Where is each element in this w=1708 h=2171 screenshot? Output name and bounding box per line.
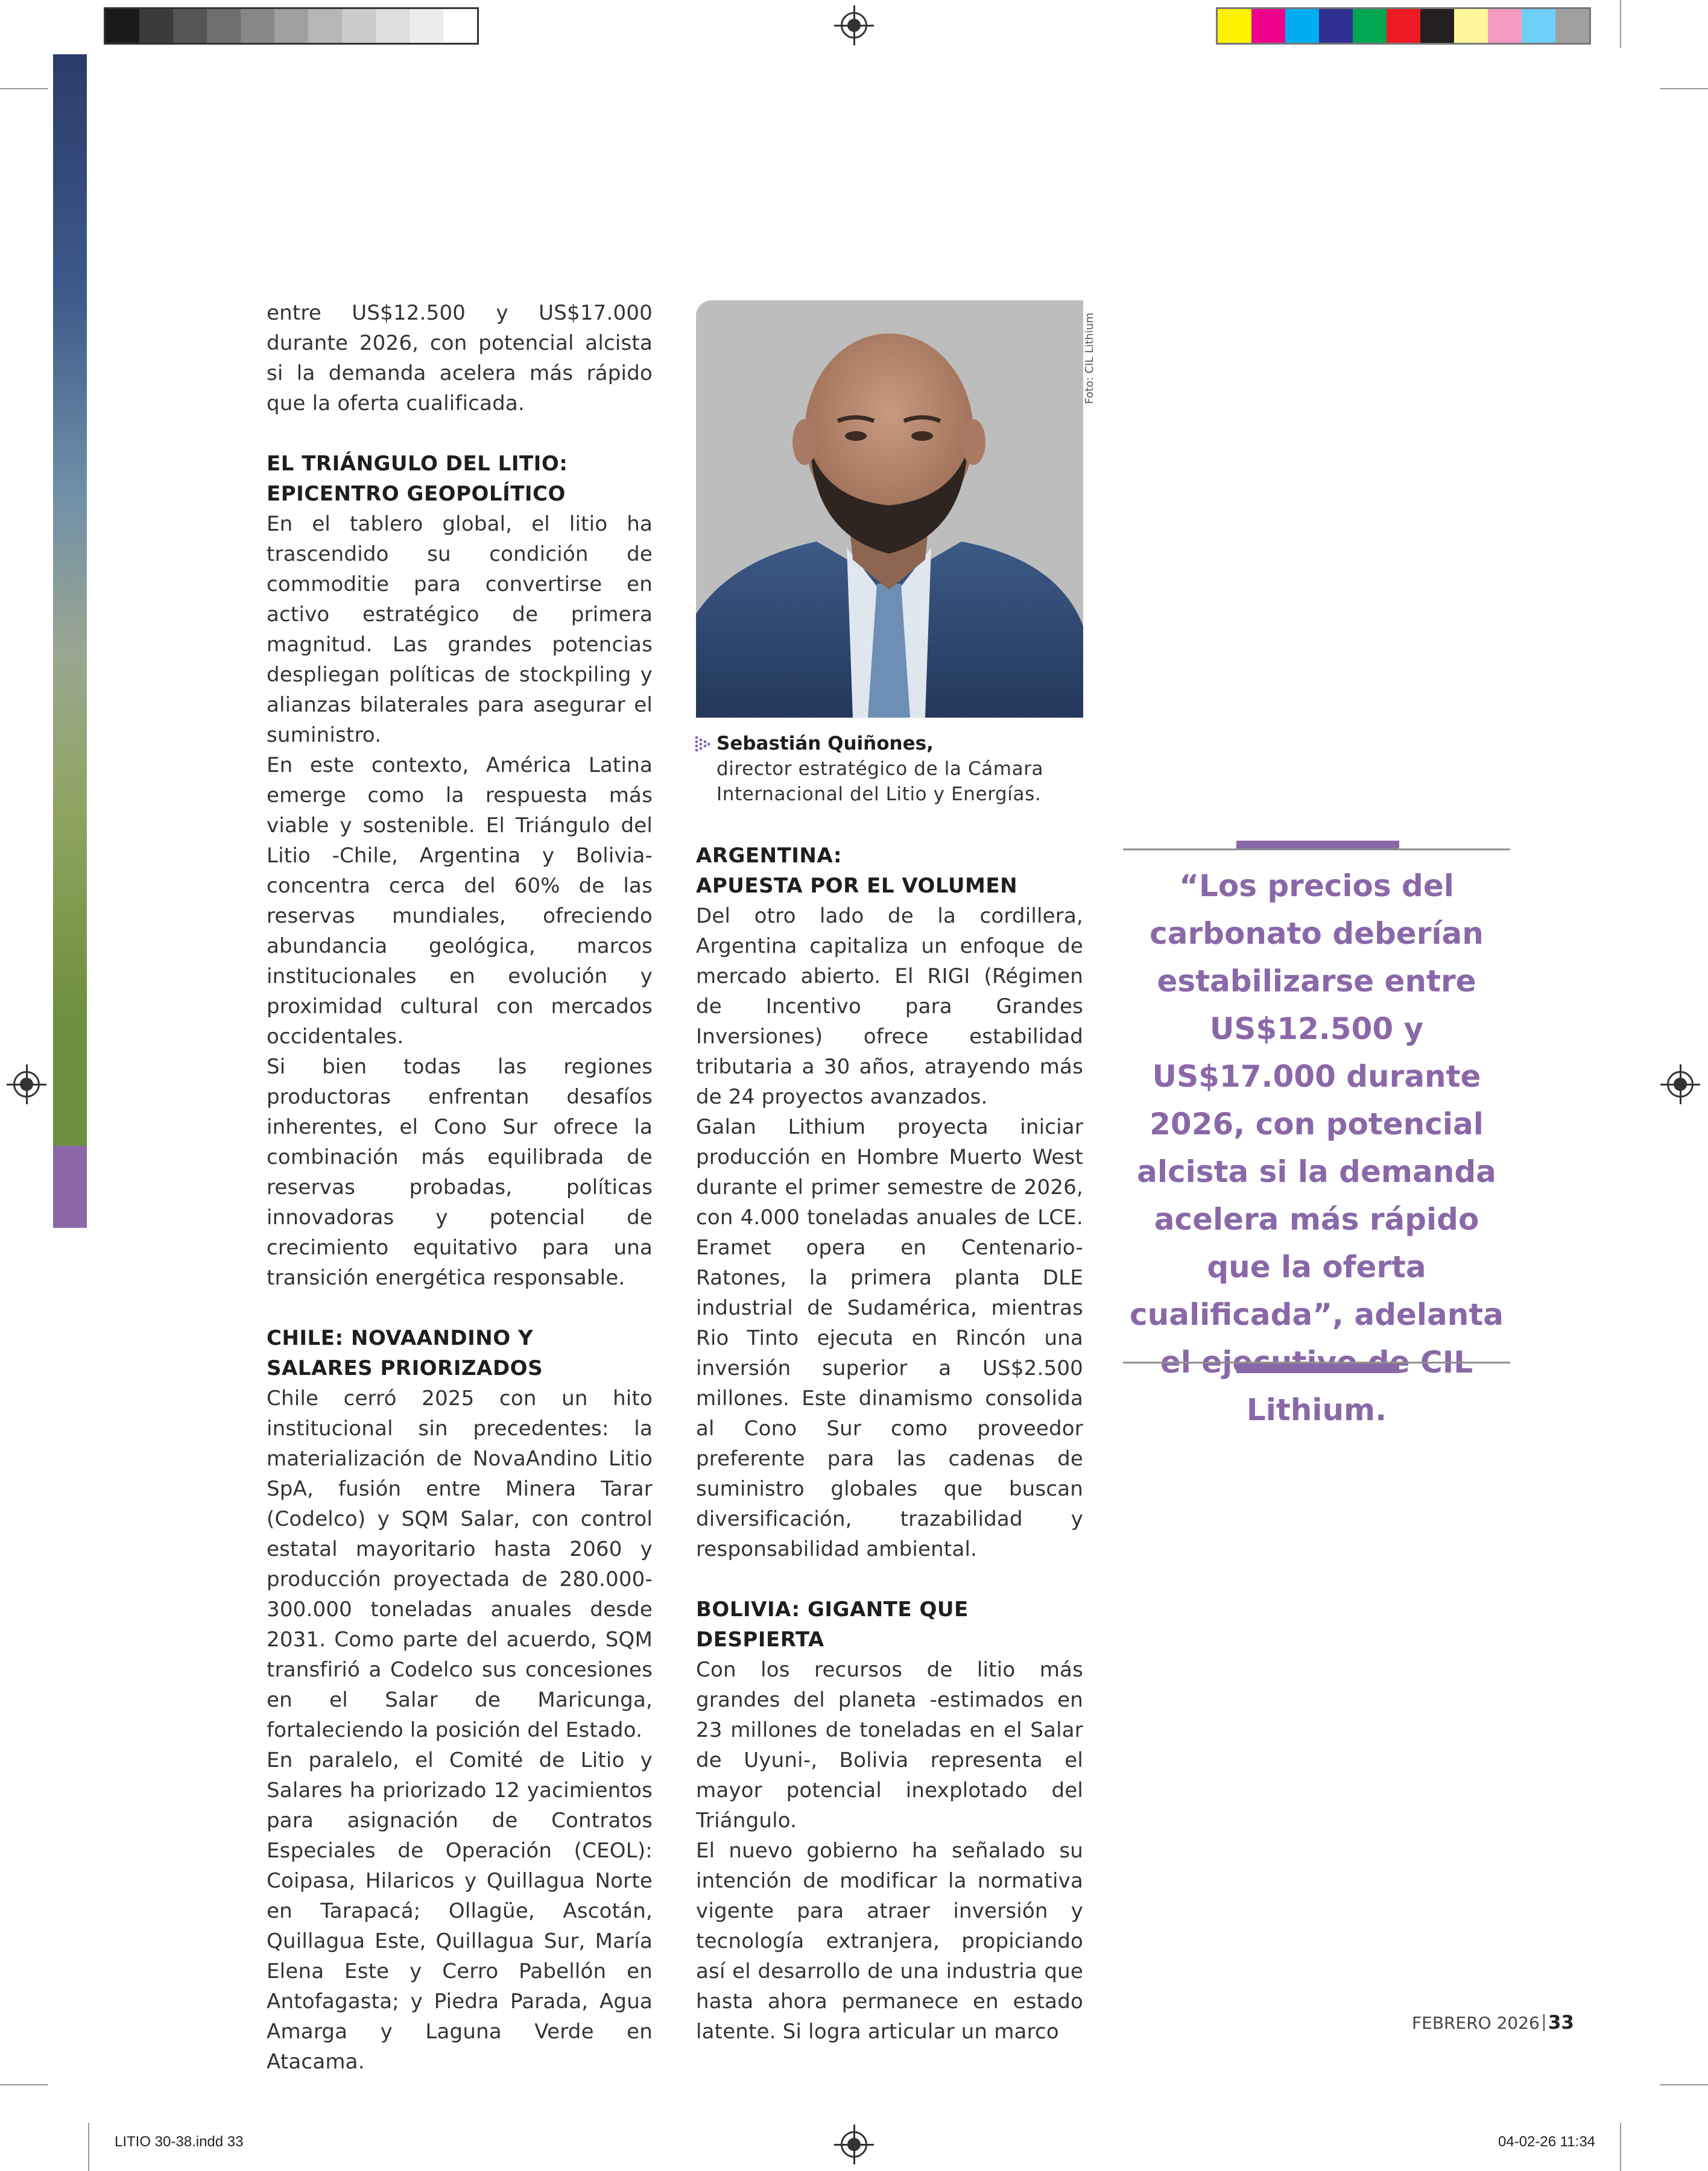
paragraph: Si bien todas las regiones productoras enfrentan desafíos inherentes, el Cono Sur ofrece la combinación más equilibrada de reservas probadas, políticas innovadoras y potencial de crecimiento equitativo para una transición energética responsable. (267, 1055, 653, 1290)
registration-mark-left (13, 1071, 40, 1098)
registration-mark-top (841, 12, 867, 39)
slug-file-name: LITIO 30-38.indd 33 (115, 2134, 244, 2150)
gray-swatch (139, 9, 173, 43)
crop-mark (1620, 2123, 1621, 2171)
color-swatch (1319, 9, 1353, 43)
gray-swatch (443, 9, 477, 43)
paragraph: Galan Lithium proyecta iniciar producción en Hombre Muerto West durante el primer semestre de 2026, con 4.000 toneladas anuales de LCE. Eramet opera en Centenario-Ratones, la primera planta DLE industrial de Sudamérica, mientras Rio Tinto ejecuta en Rincón una inversión superior a US$2.500 millones. Este dinamismo consolida al Cono Sur como proveedor preferente para las cadenas de suministro globales que buscan diversificación, trazabilidad y responsabilidad ambiental. (696, 1115, 1083, 1561)
color-swatch (1353, 9, 1387, 43)
gray-swatch (376, 9, 410, 43)
color-swatch (1251, 9, 1285, 43)
page-number: 33 (1548, 2012, 1574, 2034)
gray-swatch (410, 9, 443, 43)
color-swatch (1488, 9, 1522, 43)
gray-swatch (173, 9, 207, 43)
gray-swatch (207, 9, 241, 43)
color-swatch (1387, 9, 1420, 43)
color-swatch (1454, 9, 1488, 43)
heading-line: SALARES PRIORIZADOS (267, 1356, 543, 1380)
paragraph: En el tablero global, el litio ha trascendido su condición de commoditie para convertirse en activo estratégico de primera magnitud. Las grandes potencias despliegan políticas de stockpiling y alianzas bilaterales para asegurar el suministro. (267, 512, 653, 747)
gray-swatch (308, 9, 342, 43)
paragraph: Del otro lado de la cordillera, Argentina capitaliza un enfoque de mercado abierto. El RIGI (Régimen de Incentivo para Grandes Inversiones) ofrece estabilidad tributaria a 30 años, atrayendo más de 24 proyectos avanzados. (696, 904, 1083, 1109)
color-swatch (1218, 9, 1251, 43)
color-calibration-bar (1216, 7, 1591, 45)
paragraph: En paralelo, el Comité de Litio y Salares ha priorizado 12 yacimientos para asignación de Contratos Especiales de Operación (CEOL): Coipasa, Hilaricos y Quillagua Norte en Tarapacá; Ollagüe, Ascotán, Quillagua Este, Quillagua Sur, María Elena Este y Cerro Pabellón en Antofagasta; y Piedra Parada, Agua Amarga y Laguna Verde en Atacama. (267, 1748, 653, 2074)
caption-name: Sebastián Quiñones, (716, 733, 934, 754)
heading-line: EPICENTRO GEOPOLÍTICO (267, 482, 566, 506)
color-swatch (1555, 9, 1589, 43)
photo-caption (695, 731, 1093, 807)
crop-mark (0, 88, 48, 89)
decorative-side-strip-accent (53, 1146, 87, 1228)
caption-dots-icon (695, 736, 710, 754)
slug-date-time: 04-02-26 11:34 (1498, 2134, 1596, 2150)
photo-credit: Foto: CIL Lithium (1083, 312, 1096, 404)
paragraph: En este contexto, América Latina emerge como la respuesta más viable y sostenible. El Triángulo del Litio -Chile, Argentina y Bolivia- concentra cerca del 60% de las reservas mundiales, ofreciendo abundancia geológica, marcos institucionales en evolución y proximidad cultural con mercados occidentales. (267, 753, 653, 1049)
section-heading (696, 841, 1083, 901)
registration-mark-bottom (841, 2131, 867, 2158)
section-heading (267, 449, 653, 509)
text-column-1 (267, 298, 653, 2077)
quote-rule-top (1123, 848, 1510, 850)
crop-mark (88, 2123, 89, 2171)
page-folio (1405, 2012, 1574, 2034)
heading-line: CHILE: NOVAANDINO Y (267, 1326, 534, 1350)
folio-month: FEBRERO 2026 (1412, 2013, 1540, 2033)
paragraph: entre US$12.500 y US$17.000 durante 2026, con potencial alcista si la demanda acelera más rápido que la oferta cualificada. (267, 301, 653, 416)
portrait-photo (696, 300, 1083, 718)
gray-swatch (342, 9, 376, 43)
crop-mark (1660, 2084, 1708, 2085)
registration-mark-right (1667, 1071, 1694, 1098)
crop-mark (1620, 0, 1621, 48)
heading-line: EL TRIÁNGULO DEL LITIO: (267, 452, 568, 476)
section-heading (267, 1323, 653, 1383)
section-heading: BOLIVIA: GIGANTE QUE DESPIERTA (696, 1597, 969, 1652)
grayscale-calibration-bar (104, 7, 479, 45)
paragraph: El nuevo gobierno ha señalado su intención de modificar la normativa vigente para atraer inversión y tecnología extranjera, propiciando así el desarrollo de una industria que hasta ahora permanece en estado latente. Si logra articular un marco (696, 1839, 1083, 2044)
paragraph: Con los recursos de litio más grandes del planeta -estimados en 23 millones de toneladas en el Salar de Uyuni-, Bolivia representa el mayor potencial inexplotado del Triángulo. (696, 1658, 1083, 1833)
caption-role: director estratégico de la Cámara Internacional del Litio y Energías. (716, 758, 1044, 805)
color-swatch (1420, 9, 1454, 43)
gray-swatch (274, 9, 308, 43)
color-swatch (1522, 9, 1555, 43)
folio-separator (1543, 2014, 1545, 2031)
crop-mark (0, 2084, 48, 2085)
gray-swatch (106, 9, 139, 43)
portrait-illustration (696, 300, 1083, 718)
heading-line: ARGENTINA: (696, 844, 842, 868)
gray-swatch (241, 9, 274, 43)
decorative-side-strip (53, 54, 87, 1146)
pull-quote: “Los precios del carbonato deberían estabilizarse entre US$12.500 y US$17.000 durante 2026, con potencial alcista si la demanda acelera más rápido que la oferta cualificada”, adelanta el CIL Lithium. (1129, 868, 1504, 1427)
paragraph: Chile cerró 2025 con un hito institucional sin precedentes: la materialización de NovaAndino Litio SpA, fusión entre Minera Tarar (Codelco) y SQM Salar, con control estatal mayoritario hasta 2060 y producción proyectada de 280.000-300.000 toneladas anuales desde 2031. Como parte del acuerdo, SQM transfirió a Codelco sus concesiones en el Salar de Maricunga, fortaleciendo la posición del Estado. (267, 1386, 653, 1742)
heading-line: APUESTA POR EL VOLUMEN (696, 874, 1018, 898)
crop-mark (1660, 88, 1708, 89)
quote-accent-bottom (1236, 1364, 1399, 1373)
color-swatch (1285, 9, 1319, 43)
text-column-2 (696, 841, 1083, 2047)
